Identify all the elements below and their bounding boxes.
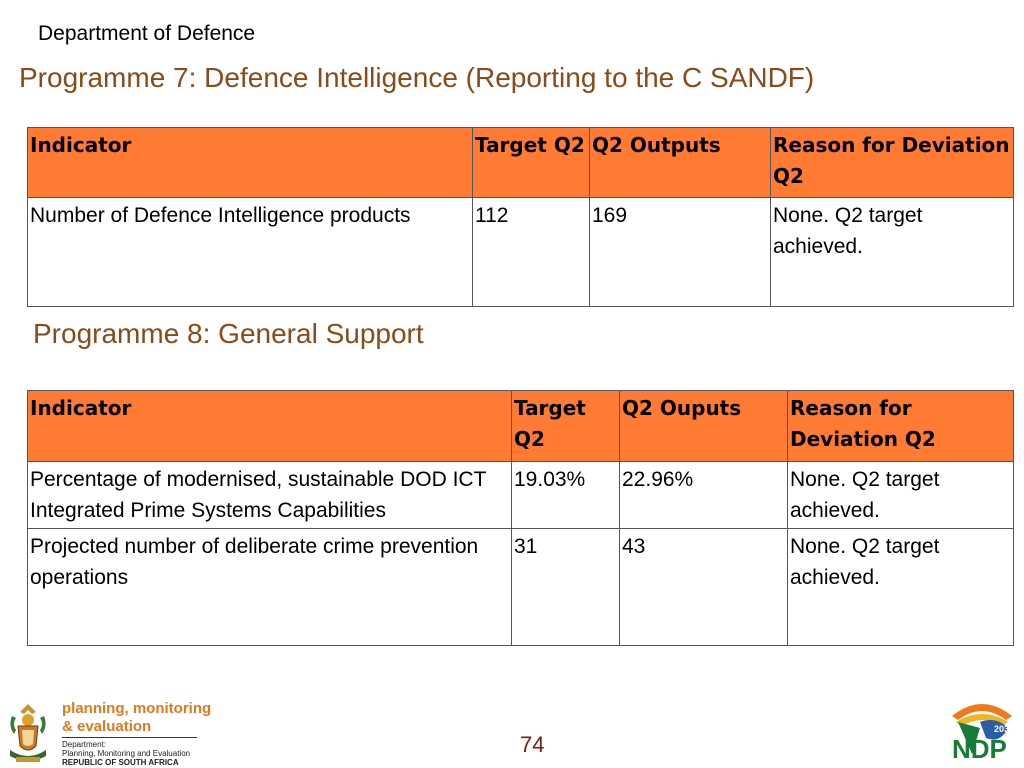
page-number: 74: [520, 732, 545, 757]
dpme-small3: REPUBLIC OF SOUTH AFRICA: [62, 758, 179, 767]
table-row: [28, 462, 1014, 529]
target-cell: 31: [512, 529, 620, 646]
table-row: [28, 529, 1014, 646]
table-header-row: [28, 128, 1014, 198]
outputs-cell: 43: [620, 529, 788, 646]
indicator-cell: Percentage of modernised, sustainable DOD ICT Integrated Prime Systems Capabilities: [28, 462, 512, 529]
programme-7-title: Programme 7: Defence Intelligence (Reporting to the C SANDF): [19, 62, 815, 93]
divider: [62, 737, 197, 738]
target-cell: 19.03%: [512, 462, 620, 529]
svg-text:2030: 2030: [994, 724, 1015, 734]
outputs-cell: 22.96%: [620, 462, 788, 529]
column-header-outputs: Q2 Ouputs: [620, 391, 788, 462]
department-label: Department of Defence: [38, 22, 256, 45]
ndp-logo-icon: [946, 698, 1018, 764]
table-row: [28, 198, 1014, 307]
reason-cell: None. Q2 target achieved.: [788, 462, 1014, 529]
table-header-row: [28, 391, 1014, 462]
dpme-logo: [2, 700, 212, 767]
programme-8-title: Programme 8: General Support: [33, 318, 424, 349]
programme-8-table: [27, 390, 1014, 646]
reason-cell: None. Q2 target achieved.: [788, 529, 1014, 646]
column-header-indicator: Indicator: [28, 128, 473, 198]
coat-of-arms-icon: [2, 700, 54, 766]
reason-cell: None. Q2 target achieved.: [771, 198, 1014, 307]
indicator-cell: Projected number of deliberate crime prevention operations: [28, 529, 512, 646]
dpme-line2: & evaluation: [62, 718, 152, 735]
dpme-small2: Planning, Monitoring and Evaluation: [62, 749, 191, 758]
dpme-small1: Department:: [62, 740, 107, 749]
dpme-line1: planning, monitoring: [62, 700, 212, 717]
column-header-target: Target Q2: [473, 128, 590, 198]
target-cell: 112: [473, 198, 590, 307]
column-header-indicator: Indicator: [28, 391, 512, 462]
outputs-cell: 169: [590, 198, 771, 307]
column-header-target: Target Q2: [512, 391, 620, 462]
svg-text:NDP: NDP: [952, 734, 1007, 764]
programme-7-table: [27, 127, 1014, 307]
column-header-reason: Reason for Deviation Q2: [771, 128, 1014, 198]
column-header-reason: Reason for Deviation Q2: [788, 391, 1014, 462]
column-header-outputs: Q2 Outputs: [590, 128, 771, 198]
indicator-cell: Number of Defence Intelligence products: [28, 198, 473, 307]
